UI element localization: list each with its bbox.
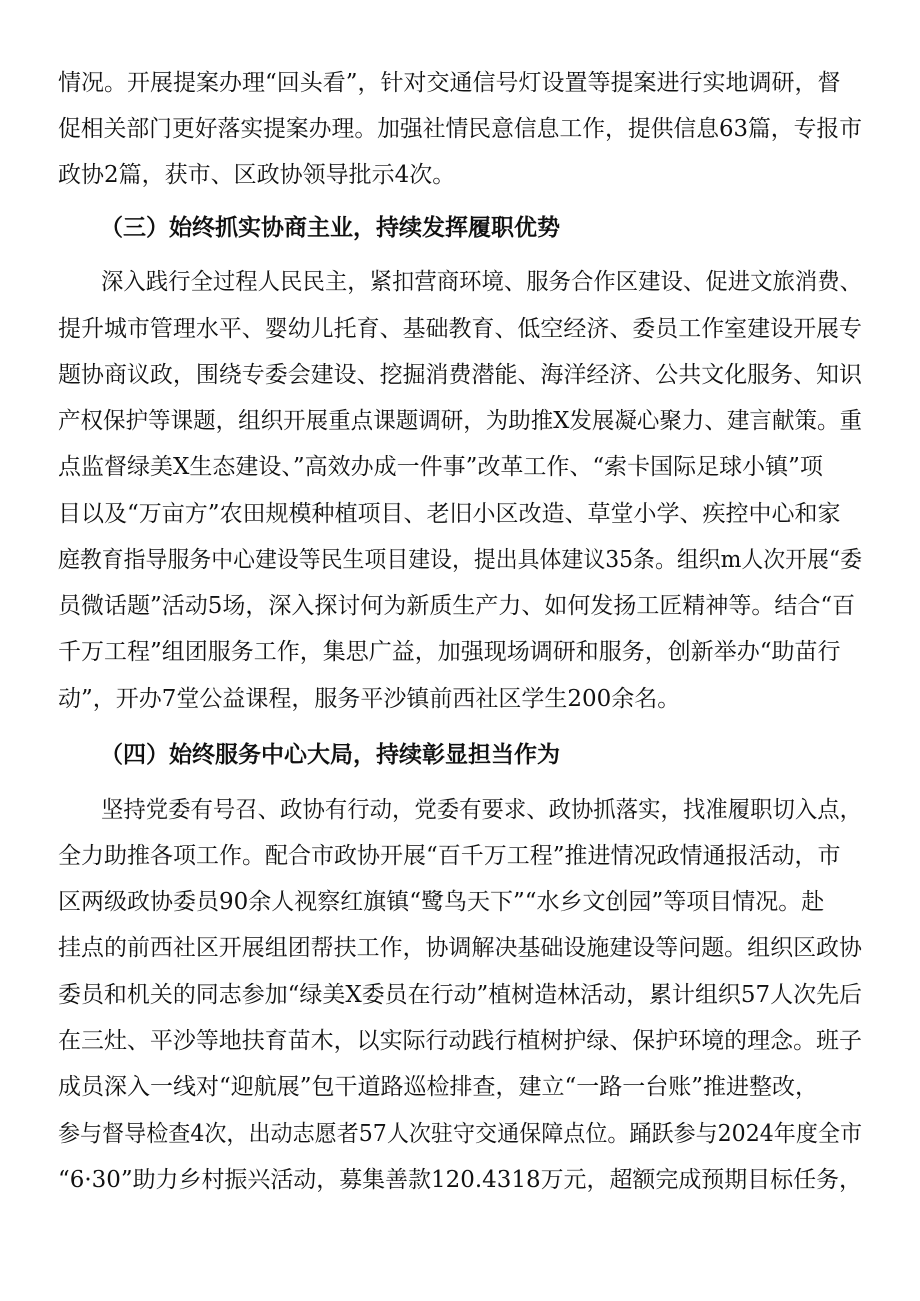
paragraph-line (0, 787, 920, 833)
line-text: 目以及“万亩方”农田规模种植项目、老旧小区改造、草堂小学、疾控中心和家 (58, 501, 841, 527)
line-text: 促相关部门更好落实提案办理。加强社情民意信息工作，提供信息63篇，专报市 (58, 116, 862, 142)
line-text: 情况。开展提案办理“回头看”，针对交通信号灯设置等提案进行实地调研，督 (58, 70, 841, 96)
heading-text: （三）始终抓实协商主业，持续发挥履职优势 (100, 214, 560, 241)
paragraph-line (0, 352, 920, 398)
paragraph-line (0, 398, 920, 444)
line-text: 庭教育指导服务中心建设等民生项目建设，提出具体建议35条。组织m人次开展“委 (58, 547, 862, 573)
line-text: 政协2篇，获市、区政协领导批示4次。 (58, 162, 456, 188)
paragraph-line (0, 152, 920, 198)
section-heading (0, 205, 920, 251)
paragraph-line (0, 491, 920, 537)
paragraph-line (0, 444, 920, 490)
line-text: 全力助推各项工作。配合市政协开展“百千万工程”推进情况政情通报活动，市 (58, 843, 841, 869)
paragraph-line (0, 676, 920, 722)
line-text: 挂点的前西社区开展组团帮扶工作，协调解决基础设施建设等问题。组织区政协 (58, 935, 862, 961)
paragraph-line (0, 106, 920, 152)
heading-text: （四）始终服务中心大局，持续彰显担当作为 (100, 741, 560, 768)
line-text: 区两级政协委员90余人视察红旗镇“鹭鸟天下”“水乡文创园”等项目情况。赴 (58, 889, 825, 915)
paragraph-line (0, 537, 920, 583)
line-text: 深入践行全过程人民民主，紧扣营商环境、服务合作区建设、促进文旅消费、 (101, 269, 862, 295)
line-text: 在三灶、平沙等地扶育苗木，以实际行动践行植树护绿、保护环境的理念。班子 (58, 1028, 862, 1054)
line-text: “6·30”助力乡村振兴活动，募集善款120.4318万元，超额完成预期目标任务， (58, 1167, 862, 1193)
paragraph-line (0, 60, 920, 106)
line-text: 委员和机关的同志参加“绿美X委员在行动”植树造林活动，累计组织57人次先后 (58, 982, 862, 1008)
line-text: 成员深入一线对“迎航展”包干道路巡检排查，建立“一路一台账”推进整改， (58, 1074, 819, 1100)
paragraph-line (0, 972, 920, 1018)
paragraph-line (0, 1018, 920, 1064)
line-text: 千万工程”组团服务工作，集思广益，加强现场调研和服务，创新举办“助苗行 (58, 639, 841, 665)
paragraph-line (0, 629, 920, 675)
paragraph-line (0, 259, 920, 305)
paragraph-line (0, 306, 920, 352)
paragraph-line (0, 879, 920, 925)
paragraph-line (0, 1111, 920, 1157)
line-text: 产权保护等课题，组织开展重点课题调研，为助推X发展凝心聚力、建言献策。重 (58, 408, 862, 434)
line-text: 点监督绿美X生态建设、”高效办成一件事”改革工作、“索卡国际足球小镇”项 (58, 454, 823, 480)
line-text: 参与督导检查4次，出动志愿者57人次驻守交通保障点位。踊跃参与2024年度全市 (58, 1121, 862, 1147)
paragraph-line (0, 583, 920, 629)
section-heading (0, 732, 920, 778)
line-text: 坚持党委有号召、政协有行动，党委有要求、政协抓落实，找准履职切入点， (101, 797, 862, 823)
line-text: 提升城市管理水平、婴幼儿托育、基础教育、低空经济、委员工作室建设开展专 (58, 316, 862, 342)
paragraph-line (0, 1064, 920, 1110)
paragraph-line (0, 925, 920, 971)
line-text: 动”，开办7堂公益课程，服务平沙镇前西社区学生200余名。 (58, 686, 681, 712)
paragraph-line (0, 833, 920, 879)
line-text: 员微话题”活动5场，深入探讨何为新质生产力、如何发扬工匠精神等。结合“百 (58, 593, 856, 619)
line-text: 题协商议政，围绕专委会建设、挖掘消费潜能、海洋经济、公共文化服务、知识 (58, 362, 862, 388)
paragraph-line (0, 1157, 920, 1203)
